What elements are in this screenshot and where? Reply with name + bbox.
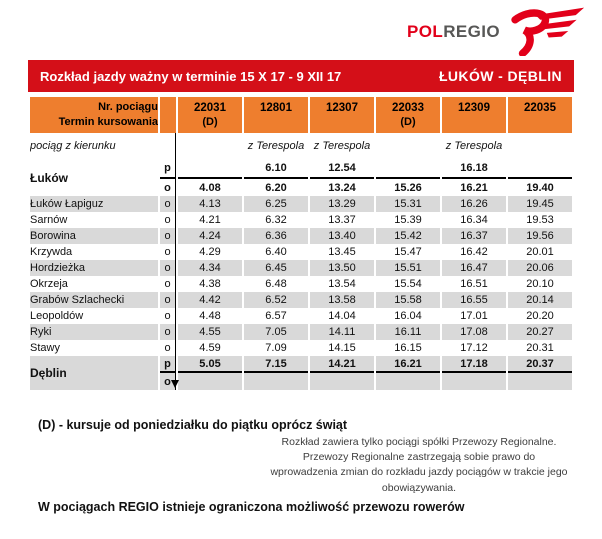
departure-time-cell — [178, 373, 242, 390]
train-column-header — [376, 97, 440, 133]
polregio-wings-icon — [502, 6, 586, 56]
departure-time-cell: 17.01 — [460, 310, 488, 322]
departure-time-cell: 17.12 — [460, 342, 488, 354]
station-row — [30, 212, 572, 228]
arrival-departure-cell — [160, 133, 176, 159]
departure-time-cell: 14.11 — [310, 324, 374, 340]
departure-time-cell: 6.57 — [265, 310, 287, 322]
arrival-time-cell: 12.54 — [310, 159, 374, 179]
logo-regio-text: REGIO — [443, 21, 500, 41]
arrival-time-cell: 14.21 — [310, 356, 374, 373]
station-name-cell: Krzywda — [30, 246, 73, 258]
arrival-time-cell: 5.05 — [178, 356, 242, 373]
departure-time-cell: 15.39 — [394, 214, 422, 226]
arrival-time-cell: 6.10 — [244, 159, 308, 179]
departure-time-cell: 16.34 — [460, 214, 488, 226]
departure-time-cell: 13.24 — [328, 181, 356, 194]
arrival-time-cell: 17.18 — [442, 356, 506, 373]
train-numbers-header-row — [30, 97, 572, 133]
station-row — [30, 260, 572, 276]
departure-symbol-cell: o — [160, 308, 176, 324]
bikes-note: W pociągach REGIO istnieje ograniczona możliwość przewozu rowerów — [38, 500, 465, 514]
departure-time-cell: 16.11 — [376, 324, 440, 340]
train-column-header — [442, 97, 506, 133]
train-origin-cell — [376, 133, 440, 159]
departure-symbol-cell: o — [160, 212, 176, 228]
station-name-cell: Hordzieżka — [30, 260, 158, 276]
route-title: ŁUKÓW - DĘBLIN — [438, 68, 562, 84]
departure-time-cell: 15.26 — [394, 181, 422, 194]
corner-line1: Nr. pociągu — [98, 101, 158, 114]
train-column-header — [310, 97, 374, 133]
station-name-cell: Ryki — [30, 324, 158, 340]
corner-header-cell — [30, 97, 158, 133]
departure-time-cell: 13.37 — [328, 214, 356, 226]
departure-time-cell: 17.08 — [442, 324, 506, 340]
train-origin-cell: z Terespola — [313, 140, 371, 152]
departure-time-cell: 14.15 — [328, 342, 356, 354]
departure-time-cell: 6.40 — [265, 246, 287, 258]
station-name-cell: Dęblin — [30, 356, 158, 390]
station-row — [30, 196, 572, 212]
arrival-time-cell: 16.18 — [442, 159, 506, 179]
station-row — [30, 244, 572, 260]
polregio-logo — [407, 6, 586, 56]
departure-time-cell: 20.20 — [526, 310, 554, 322]
direction-label: pociąg z kierunku — [30, 140, 116, 152]
station-name-cell: Okrzeja — [30, 278, 68, 290]
departure-time-cell: 14.04 — [328, 310, 356, 322]
departure-time-cell: 20.06 — [508, 260, 572, 276]
origin-row — [30, 133, 572, 159]
station-row — [30, 292, 572, 308]
departure-time-cell: 15.47 — [394, 246, 422, 258]
train-origin-cell: z Terespola — [445, 140, 503, 152]
departure-time-cell: 15.31 — [376, 196, 440, 212]
train-number: 12307 — [326, 102, 358, 115]
train-term-note — [442, 116, 506, 129]
departure-symbol-cell: o — [160, 340, 176, 356]
station-row — [30, 340, 572, 356]
departure-time-cell: 13.58 — [310, 292, 374, 308]
departure-time-cell: 16.26 — [442, 196, 506, 212]
departure-time-cell: 6.52 — [244, 292, 308, 308]
station-row — [30, 308, 572, 324]
station-name-cell: Łuków Łapiguz — [30, 196, 158, 212]
train-number: 12801 — [260, 102, 292, 115]
departure-time-cell — [310, 373, 374, 390]
arrival-departure-header-cell — [160, 97, 176, 133]
station-row — [30, 276, 572, 292]
departure-time-cell — [508, 373, 572, 390]
arrival-time-cell: 16.21 — [376, 356, 440, 373]
departure-time-cell: 4.08 — [199, 181, 221, 194]
departure-time-cell: 7.09 — [265, 342, 287, 354]
station-row — [30, 228, 572, 244]
train-number: 12309 — [458, 102, 490, 115]
validity-period: Rozkład jazdy ważny w terminie 15 X 17 - 9 XII 17 — [40, 68, 342, 84]
carrier-disclaimer: Rozkład zawiera tylko pociągi spółki Przewozy Regionalne. Przewozy Regionalne zastrzegają sobie prawo do wprowadzenia zmian do rozkładu jazdy pociągów w trakcie jego obowiązywania. — [270, 436, 568, 494]
departure-time-cell: 20.14 — [508, 292, 572, 308]
train-column-header — [244, 97, 308, 133]
train-term-note — [508, 116, 572, 129]
train-term-note: (D) — [400, 115, 416, 128]
arrival-time-cell — [508, 159, 572, 179]
departure-time-cell: 16.42 — [460, 246, 488, 258]
departure-symbol-cell: o — [160, 228, 176, 244]
departure-time-cell: 6.45 — [244, 260, 308, 276]
departure-time-cell: 13.40 — [310, 228, 374, 244]
departure-time-cell: 19.45 — [508, 196, 572, 212]
departure-symbol-cell: o — [160, 244, 176, 260]
departure-time-cell: 4.55 — [178, 324, 242, 340]
departure-time-cell: 4.59 — [199, 342, 221, 354]
logo-pol-text: POL — [407, 21, 444, 41]
departure-time-cell: 20.27 — [508, 324, 572, 340]
station-arrival-row — [30, 159, 572, 179]
departure-time-cell: 13.54 — [328, 278, 356, 290]
departure-time-cell: 6.32 — [265, 214, 287, 226]
departure-time-cell: 7.05 — [244, 324, 308, 340]
departure-symbol-cell: o — [160, 292, 176, 308]
departure-symbol-cell: o — [160, 373, 176, 390]
timetable-wrapper — [28, 97, 574, 390]
departure-time-cell — [442, 373, 506, 390]
departure-time-cell: 4.29 — [199, 246, 221, 258]
departure-time-cell: 20.10 — [526, 278, 554, 290]
train-number: 22031 — [194, 102, 226, 115]
departure-time-cell: 13.50 — [310, 260, 374, 276]
departure-symbol-cell: o — [160, 324, 176, 340]
departure-time-cell: 6.48 — [265, 278, 287, 290]
departure-symbol-cell: o — [160, 179, 176, 196]
title-banner — [28, 60, 574, 92]
departure-time-cell: 15.42 — [376, 228, 440, 244]
departure-time-cell: 16.55 — [442, 292, 506, 308]
departure-time-cell: 19.56 — [508, 228, 572, 244]
direction-arrow-icon — [171, 380, 179, 388]
departure-time-cell: 20.31 — [526, 342, 554, 354]
departure-time-cell — [244, 373, 308, 390]
departure-time-cell: 15.54 — [394, 278, 422, 290]
train-origin-cell — [508, 133, 572, 159]
departure-time-cell: 15.51 — [376, 260, 440, 276]
departure-symbol-cell: o — [160, 260, 176, 276]
corner-line2: Termin kursowania — [58, 116, 158, 128]
departure-time-cell: 4.42 — [178, 292, 242, 308]
departure-time-cell: 13.45 — [328, 246, 356, 258]
station-name-cell: Stawy — [30, 342, 60, 354]
timetable-table — [28, 97, 574, 390]
departure-time-cell: 4.38 — [199, 278, 221, 290]
train-number: 22033 — [392, 102, 424, 115]
departure-time-cell: 6.25 — [244, 196, 308, 212]
departure-time-cell: 16.37 — [442, 228, 506, 244]
station-row — [30, 324, 572, 340]
departure-symbol-cell: o — [160, 196, 176, 212]
departure-time-cell: 15.58 — [376, 292, 440, 308]
departure-time-cell: 16.04 — [394, 310, 422, 322]
station-name-cell: Grabów Szlachecki — [30, 292, 158, 308]
arrival-time-cell: 7.15 — [244, 356, 308, 373]
train-column-header — [178, 97, 242, 133]
departure-time-cell: 13.29 — [310, 196, 374, 212]
departure-time-cell: 16.51 — [460, 278, 488, 290]
departure-time-cell: 16.15 — [394, 342, 422, 354]
train-term-note — [244, 116, 308, 129]
departure-time-cell: 4.13 — [178, 196, 242, 212]
departure-time-cell: 4.48 — [199, 310, 221, 322]
departure-time-cell: 19.40 — [526, 181, 554, 194]
station-name-cell: Leopoldów — [30, 310, 84, 322]
train-origin-cell — [178, 133, 242, 159]
station-name-cell: Sarnów — [30, 214, 68, 226]
train-term-note: (D) — [202, 115, 218, 128]
train-number: 22035 — [524, 102, 556, 115]
departure-symbol-cell: o — [160, 276, 176, 292]
polregio-wordmark — [407, 23, 500, 40]
departure-time-cell: 4.21 — [199, 214, 221, 226]
station-name-cell: Borowina — [30, 228, 158, 244]
departure-time-cell: 4.24 — [178, 228, 242, 244]
train-origin-cell: z Terespola — [247, 140, 305, 152]
arrival-time-cell: 20.37 — [508, 356, 572, 373]
arrival-symbol-cell: p — [160, 159, 176, 179]
station-name-cell: Łuków — [30, 170, 68, 185]
arrival-time-cell — [376, 159, 440, 179]
train-column-header — [508, 97, 572, 133]
departure-time-cell: 20.01 — [526, 246, 554, 258]
departure-time-cell: 16.21 — [460, 181, 488, 194]
arrival-symbol-cell: p — [160, 356, 176, 373]
departure-time-cell: 16.47 — [442, 260, 506, 276]
station-arrival-row — [30, 356, 572, 373]
departure-time-cell: 19.53 — [526, 214, 554, 226]
footnote-d: (D) - kursuje od poniedziałku do piątku oprócz świąt — [38, 418, 348, 432]
departure-time-cell: 6.20 — [265, 181, 287, 194]
train-term-note — [310, 116, 374, 129]
departure-time-cell: 6.36 — [244, 228, 308, 244]
departure-time-cell: 4.34 — [178, 260, 242, 276]
arrival-time-cell — [178, 159, 242, 179]
departure-time-cell — [376, 373, 440, 390]
